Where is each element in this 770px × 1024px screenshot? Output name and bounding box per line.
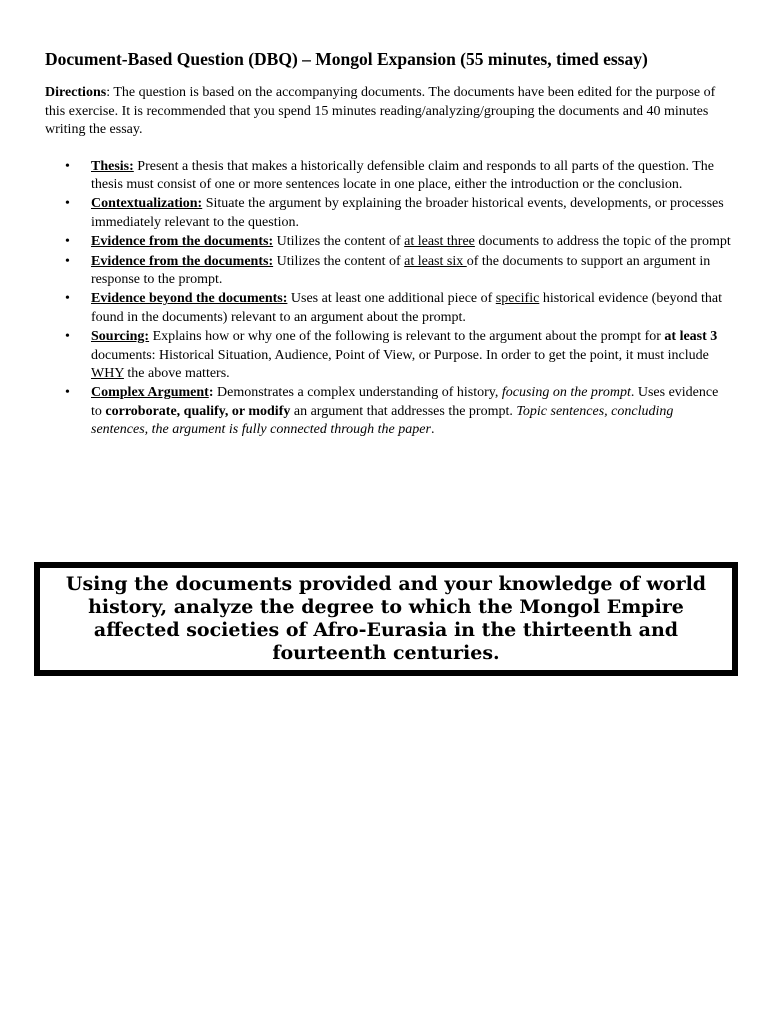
evidence-beyond-emphasis: specific <box>495 291 540 307</box>
contextualization-label: Contextualization: <box>91 196 203 212</box>
evidence-docs-emphasis: at least six <box>404 253 467 269</box>
complex-argument-italic: focusing on the prompt <box>501 385 631 401</box>
bullet-icon: • <box>65 158 70 174</box>
essay-prompt: Using the documents provided and your knowledge of world history, analyze the degree to which the Mongol Empire affected societies of Afro-Eurasia in the thirteenth and fourteenth centuries. <box>65 573 707 664</box>
complex-argument-text-3: an argument that addresses the prompt. <box>290 403 517 419</box>
evidence-beyond-text: Uses at least one additional piece of <box>287 291 496 307</box>
sourcing-bold: at least 3 <box>664 329 718 345</box>
bullet-icon: • <box>65 234 70 250</box>
page-title: Document-Based Question (DBQ) – Mongol Expansion (55 minutes, timed essay) <box>45 49 648 69</box>
evidence-docs-text-end: documents to address the topic of the prompt <box>474 234 731 250</box>
thesis-text: Present a thesis that makes a historically defensible claim and responds to all parts of the question. The thesis must consist of one or more sentences locate in one place, either the introduction or the conclusion. <box>91 158 715 192</box>
evidence-docs-text-end: of the documents to support an argument in response to the prompt. <box>91 253 711 287</box>
rubric-item-contextualization <box>45 195 731 232</box>
rubric-item-sourcing <box>45 328 731 383</box>
complex-argument-italic-2: Topic sentences, concluding sentences, the argument is fully connected through the paper <box>91 403 674 438</box>
sourcing-text-end: the above matters. <box>123 365 230 381</box>
bullet-icon: • <box>65 291 70 307</box>
bullet-icon: • <box>65 196 70 212</box>
complex-argument-text-4: . <box>430 422 435 438</box>
sourcing-label: Sourcing: <box>91 329 150 345</box>
sourcing-text: Explains how or why one of the following is relevant to the argument about the prompt for <box>149 329 665 345</box>
rubric-item-complex-argument <box>45 384 731 439</box>
complex-argument-bold: corroborate, qualify, or modify <box>105 403 291 419</box>
evidence-docs-label: Evidence from the documents: <box>91 234 274 250</box>
rubric-item-evidence-docs-three <box>45 233 731 251</box>
bullet-icon: • <box>65 329 70 345</box>
rubric-item-evidence-docs-six <box>45 253 731 290</box>
directions-text: : The question is based on the accompanying documents. The documents have been edited for the purpose of this exercise. It is recommended that you spend 15 minutes reading/analyzing/grouping the documents and 40 minutes writing the essay. <box>45 85 716 137</box>
sourcing-text-middle: documents: Historical Situation, Audience, Point of View, or Purpose. In order to get the point, it must include <box>91 347 709 363</box>
document-page <box>45 48 735 441</box>
complex-argument-colon: : <box>208 385 214 401</box>
directions-paragraph <box>45 84 720 140</box>
evidence-docs-label: Evidence from the documents: <box>91 253 274 269</box>
evidence-docs-text: Utilizes the content of <box>273 253 405 269</box>
rubric-item-thesis <box>45 158 731 195</box>
evidence-docs-text: Utilizes the content of <box>273 234 405 250</box>
bullet-icon: • <box>65 253 70 269</box>
evidence-beyond-label: Evidence beyond the documents: <box>91 291 288 307</box>
sourcing-emphasis: WHY <box>91 365 124 381</box>
thesis-label: Thesis: <box>91 158 134 174</box>
contextualization-text: Situate the argument by explaining the broader historical events, developments, or processes immediately relevant to the question. <box>91 196 724 230</box>
rubric-item-evidence-beyond <box>45 290 731 327</box>
evidence-docs-emphasis: at least three <box>404 234 475 250</box>
essay-prompt-box <box>34 562 738 676</box>
rubric-list <box>45 158 735 440</box>
bullet-icon: • <box>65 385 70 401</box>
complex-argument-text-2: . Uses evidence to <box>91 385 719 419</box>
complex-argument-text: Demonstrates a complex understanding of history, <box>213 385 502 401</box>
evidence-beyond-text-end: historical evidence (beyond that found in the documents) relevant to an argument about the prompt. <box>91 291 723 325</box>
directions-label: Directions <box>45 85 107 100</box>
complex-argument-label: Complex Argument <box>91 385 209 401</box>
